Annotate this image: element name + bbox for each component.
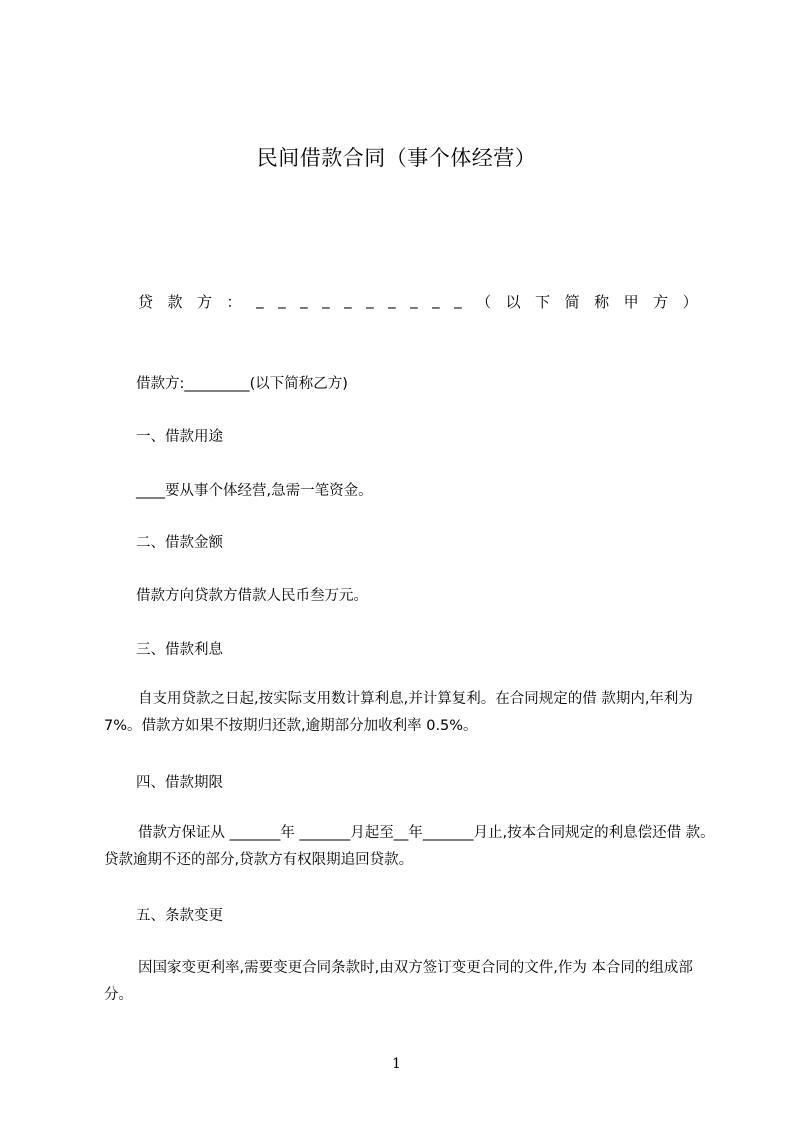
lender-line-char: 称 [594, 293, 610, 311]
section-heading-interest: 三、借款利息 [136, 642, 223, 658]
lender-line-char: 方 [653, 293, 669, 311]
section-body-interest: 自支用贷款之日起,按实际支用数计算利息,并计算复利。在合同规定的借 款期内,年利为 7%。借款方如果不按期归还款,逾期部分加收利率 0.5%。 [104, 691, 693, 734]
lender-line-char: _ [410, 291, 418, 309]
section-heading-purpose: 一、借款用途 [136, 429, 223, 445]
lender-line-char: _ [344, 291, 352, 309]
lender-line-char: （ [476, 293, 492, 311]
section-body-term: 借款方保证从 _______年 _______月起至__年_______月止,按本合同规定的利息偿还借 款。贷款逾期不还的部分,贷款方有权限期追回贷款。 [104, 825, 715, 868]
document-title: 民间借款合同（事个体经营） [256, 146, 537, 170]
section-heading-change: 五、条款变更 [136, 908, 223, 924]
lender-line-char: 甲 [623, 293, 639, 311]
lender-line-char: 简 [564, 293, 580, 311]
lender-line [138, 291, 698, 312]
lender-line-char: 以 [505, 293, 521, 311]
lender-line-char: 款 [167, 293, 183, 311]
lender-line-char: _ [322, 291, 330, 309]
section-body-purpose: ____要从事个体经营,急需一笔资金。 [136, 483, 373, 499]
page-number: 1 [392, 1056, 401, 1072]
lender-line-char: _ [366, 291, 374, 309]
section-heading-term: 四、借款期限 [136, 775, 223, 791]
lender-line-char: _ [256, 291, 264, 309]
lender-line-char: _ [300, 291, 308, 309]
lender-line-char: _ [278, 291, 286, 309]
lender-line-char: 贷 [138, 293, 154, 311]
lender-line-char: 方 [197, 293, 213, 311]
lender-line-char: 下 [535, 293, 551, 311]
lender-line-char: _ [432, 291, 440, 309]
lender-line-char: _ [454, 291, 462, 309]
lender-line-char: ） [682, 293, 698, 311]
lender-line-char: ： [226, 293, 242, 311]
section-body-change: 因国家变更利率,需要变更合同条款时,由双方签订变更合同的文件,作为 本合同的组成部分。 [104, 960, 693, 1003]
section-body-amount: 借款方向贷款方借款人民币叁万元。 [136, 588, 368, 604]
section-heading-amount: 二、借款金额 [136, 535, 223, 551]
lender-line-char: _ [388, 291, 396, 309]
borrower-line: 借款方:_________(以下简称乙方) [136, 376, 348, 392]
